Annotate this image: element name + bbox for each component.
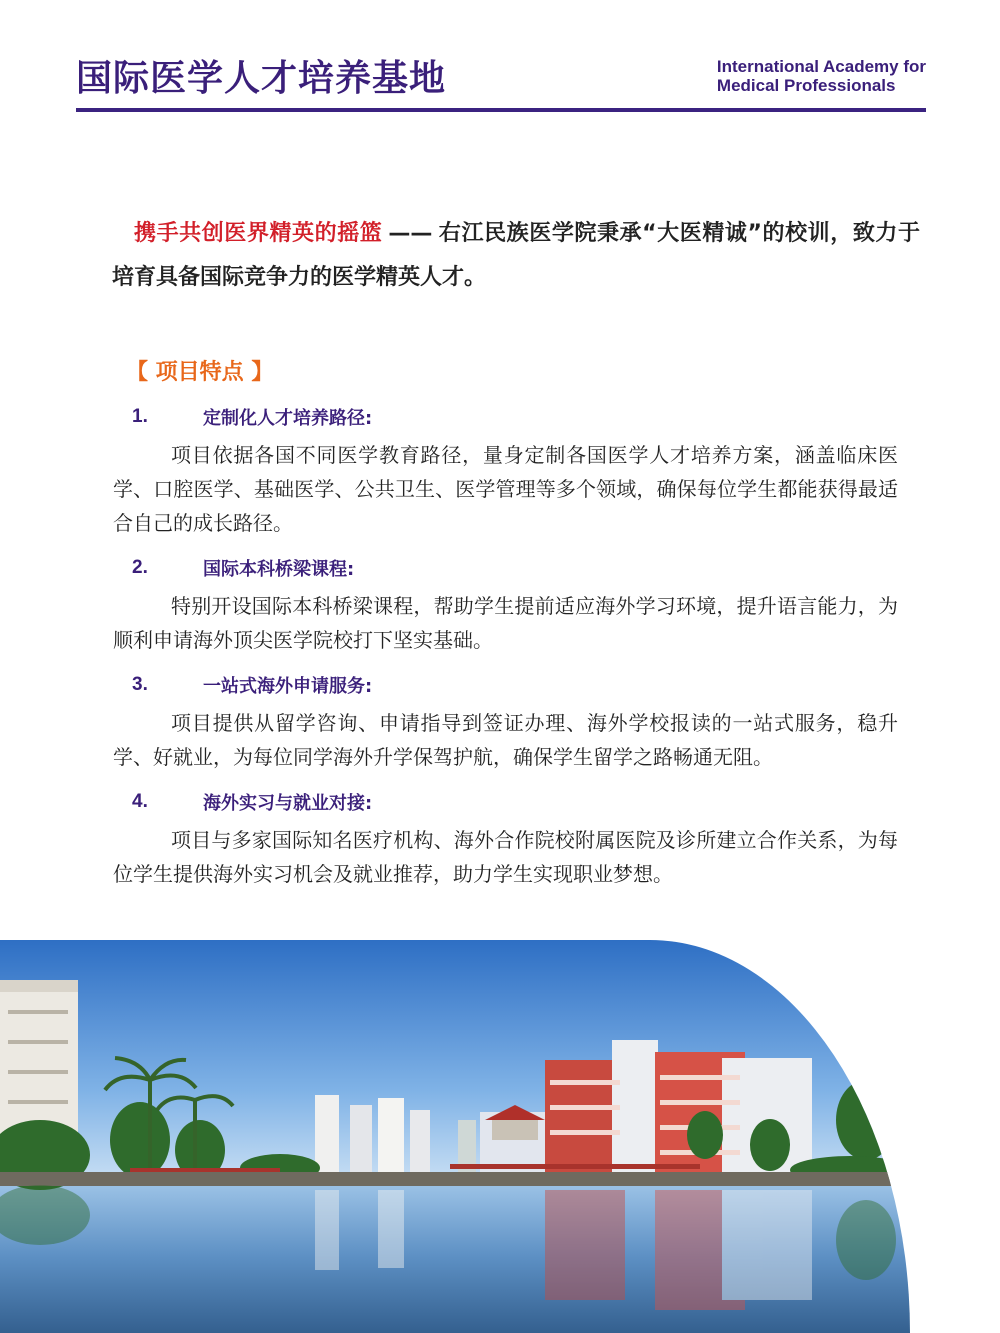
feature-number: 2. bbox=[132, 557, 148, 578]
section-title-features: 【 项目特点 】 bbox=[126, 360, 274, 385]
page-title-en-line1: International Academy for bbox=[716, 57, 926, 76]
campus-lake-illustration bbox=[0, 940, 910, 1333]
feature-title: 海外实习与就业对接: bbox=[203, 793, 373, 814]
feature-body: 项目依据各国不同医学教育路径，量身定制各国医学人才培养方案，涵盖临床医学、口腔医学、基础医学、公共卫生、医学管理等多个领域，确保每位学生都能获得最适合自己的成长路径。 bbox=[113, 443, 898, 535]
feature-heading bbox=[113, 553, 898, 583]
feature-number: 4. bbox=[132, 791, 148, 812]
intro-slogan: 携手共创医界精英的摇篮 bbox=[134, 221, 383, 246]
feature-heading bbox=[113, 670, 898, 700]
feature-item bbox=[113, 402, 898, 540]
feature-item bbox=[113, 787, 898, 891]
page-title-en-line2: Medical Professionals bbox=[716, 76, 896, 95]
feature-heading bbox=[113, 787, 898, 817]
feature-body: 项目与多家国际知名医疗机构、海外合作院校附属医院及诊所建立合作关系，为每位学生提供海外实习机会及就业推荐，助力学生实现职业梦想。 bbox=[113, 828, 898, 886]
page-header bbox=[76, 48, 926, 110]
intro-text: 右江民族医学院秉承“大医精诚”的校训，致力于培育具备国际竞争力的医学精英人才。 bbox=[112, 221, 920, 290]
feature-item bbox=[113, 553, 898, 657]
intro-dash: —— bbox=[388, 221, 433, 246]
feature-title: 国际本科桥梁课程: bbox=[203, 559, 355, 580]
page-title-en bbox=[717, 57, 926, 95]
shoreline bbox=[0, 1172, 910, 1186]
intro-paragraph bbox=[112, 212, 920, 300]
header-divider bbox=[76, 108, 926, 112]
feature-body: 项目提供从留学咨询、申请指导到签证办理、海外学校报读的一站式服务，稳升学、好就业，为每位同学海外升学保驾护航，确保学生留学之路畅通无阻。 bbox=[113, 711, 898, 769]
feature-title: 一站式海外申请服务: bbox=[203, 676, 373, 697]
feature-number: 3. bbox=[132, 674, 148, 695]
feature-heading bbox=[113, 402, 898, 432]
feature-number: 1. bbox=[132, 406, 148, 427]
feature-title: 定制化人才培养路径: bbox=[203, 408, 373, 429]
feature-body: 特别开设国际本科桥梁课程，帮助学生提前适应海外学习环境，提升语言能力，为顺利申请海外顶尖医学院校打下坚实基础。 bbox=[113, 594, 898, 652]
campus-photo bbox=[0, 940, 910, 1333]
feature-item bbox=[113, 670, 898, 774]
feature-list bbox=[113, 402, 898, 904]
page-title-cn: 国际医学人才培养基地 bbox=[76, 58, 447, 99]
